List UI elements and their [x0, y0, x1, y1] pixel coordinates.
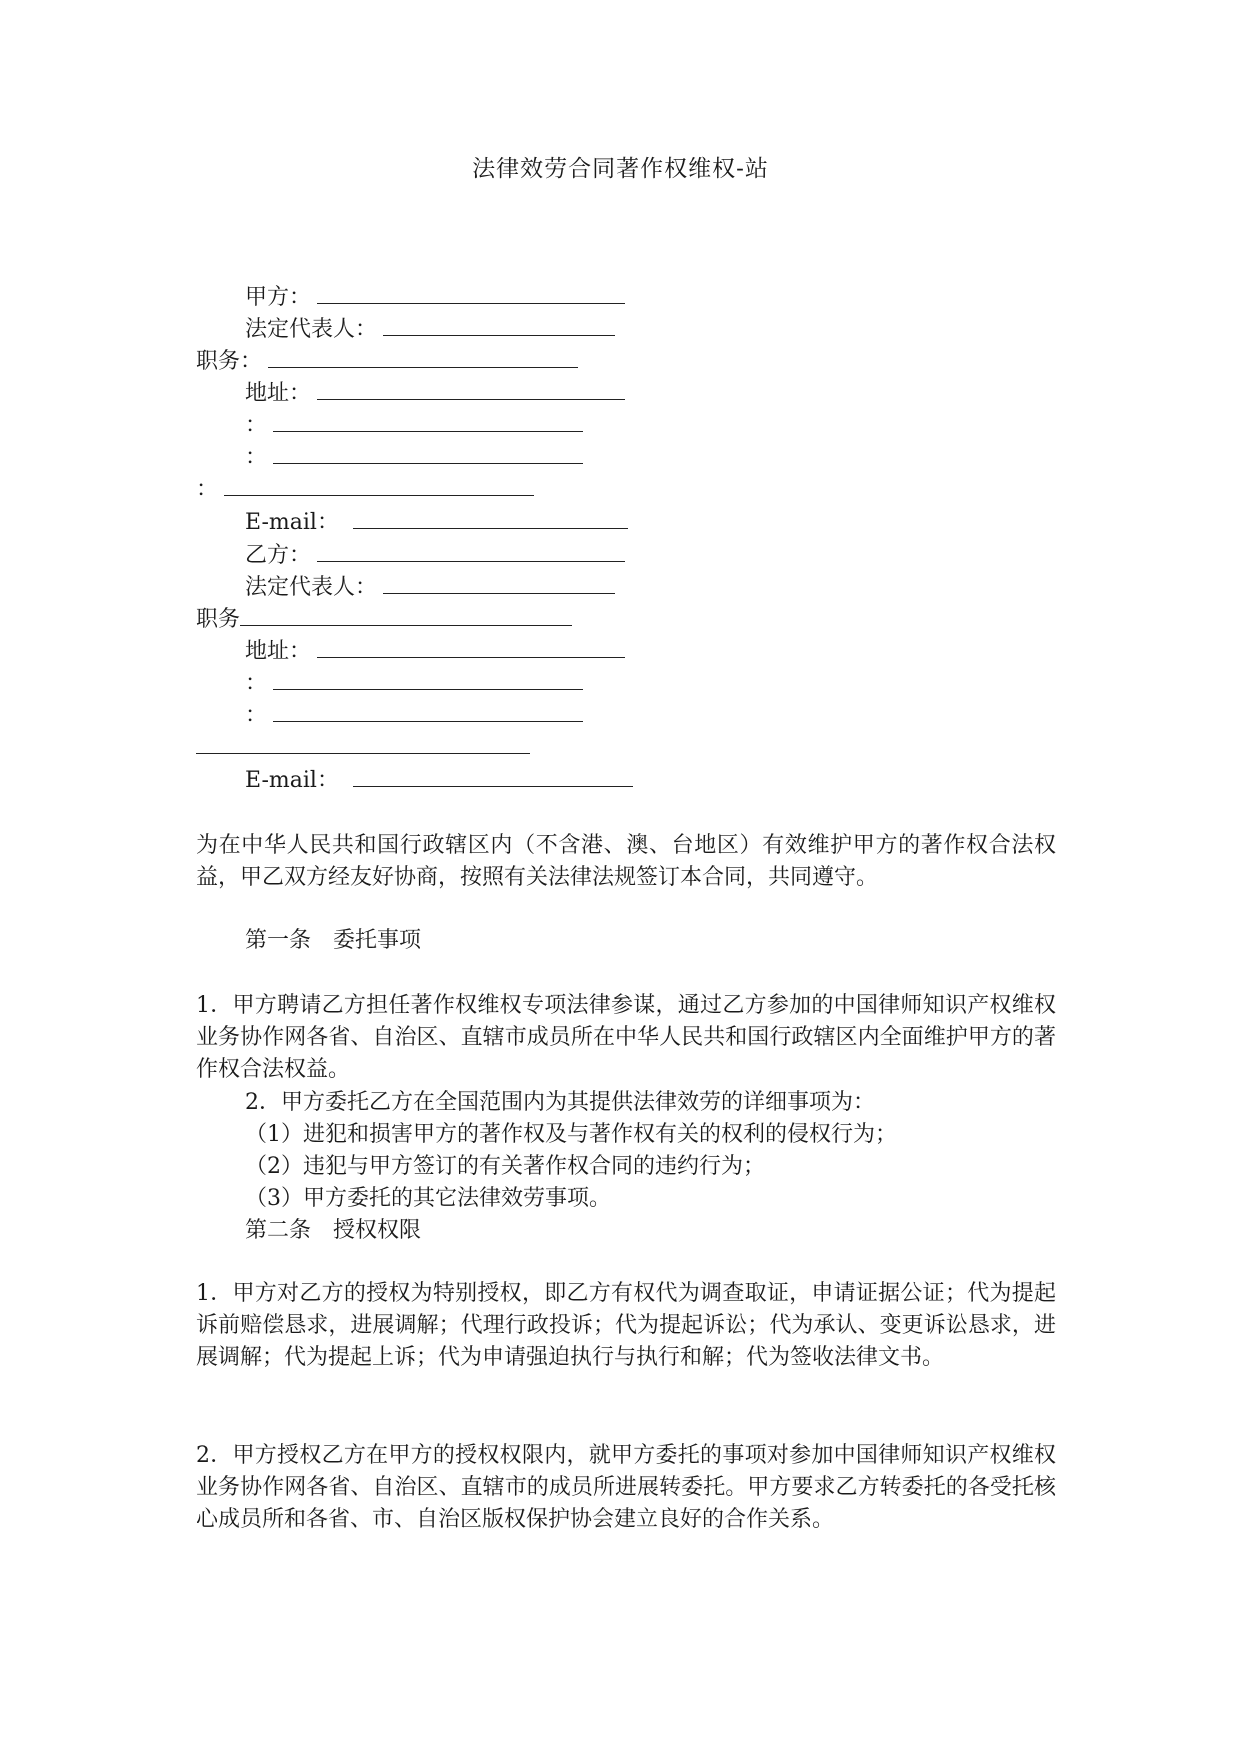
- party-b-addr-label: 地址：: [245, 639, 312, 664]
- party-b-contact2-field: [245, 701, 583, 731]
- party-b-title-blank: [240, 605, 572, 626]
- party-b-addr-field: [245, 637, 625, 667]
- party-b-email-blank: [353, 766, 633, 787]
- party-a-email-field: [245, 508, 628, 538]
- article1-paragraph2: 2．甲方委托乙方在全国范围内为其提供法律效劳的详细事项为：: [245, 1090, 875, 1115]
- party-a-title-label: 职务：: [196, 349, 263, 374]
- party-b-contact1-blank: [273, 669, 583, 690]
- article2-heading: 第二条 授权权限: [245, 1218, 422, 1243]
- party-a-addr-label: 地址：: [245, 381, 312, 406]
- party-a-title-blank: [268, 347, 578, 368]
- party-b-title-label: 职务: [196, 607, 241, 632]
- article1-item1: （1）进犯和损害甲方的著作权及与著作权有关的权利的侵权行为；: [245, 1122, 897, 1147]
- party-b-title-field: [196, 605, 572, 635]
- party-a-email-blank: [353, 508, 628, 529]
- party-a-blank: [317, 283, 625, 304]
- party-b-rep-field: [245, 573, 615, 603]
- party-a-addr-blank: [317, 379, 625, 400]
- party-a-contact2-field: [245, 443, 583, 473]
- party-a-email-label: E-mail：: [245, 510, 339, 535]
- party-a-contact3-label: ：: [196, 477, 219, 502]
- party-b-blank: [317, 541, 625, 562]
- party-a-rep-label: 法定代表人：: [245, 317, 378, 342]
- article1-item2: （2）违犯与甲方签订的有关著作权合同的违约行为；: [245, 1154, 765, 1179]
- party-a-contact3-field: [196, 475, 534, 505]
- party-a-rep-blank: [383, 315, 615, 336]
- party-b-rep-blank: [383, 573, 615, 594]
- party-b-field: [245, 541, 625, 571]
- document-title: 法律效劳合同著作权维权-站: [472, 156, 769, 182]
- intro-paragraph: 为在中华人民共和国行政辖区内（不含港、澳、台地区）有效维护甲方的著作权合法权益，甲乙双方经友好协商，按照有关法律法规签订本合同，共同遵守。: [196, 833, 1056, 890]
- party-a-contact1-label: ：: [245, 413, 268, 438]
- party-b-contact3-field: [196, 733, 530, 763]
- party-b-contact2-blank: [273, 701, 583, 722]
- party-a-contact3-blank: [224, 475, 534, 496]
- party-a-contact1-blank: [273, 411, 583, 432]
- party-a-field: [245, 283, 625, 313]
- article1-heading: 第一条 委托事项: [245, 928, 422, 953]
- party-b-contact1-label: ：: [245, 671, 268, 696]
- party-b-contact2-label: ：: [245, 703, 268, 728]
- article2-paragraph1: 1．甲方对乙方的授权为特别授权，即乙方有权代为调查取证，申请证据公证；代为提起诉前赔偿恳求，进展调解；代理行政投诉；代为提起诉讼；代为承认、变更诉讼恳求，进展调解；代为提起上诉；代为申请强迫执行与执行和解；代为签收法律文书。: [196, 1281, 1056, 1370]
- party-b-email-label: E-mail：: [245, 768, 339, 793]
- party-a-contact2-label: ：: [245, 445, 268, 470]
- party-a-contact2-blank: [273, 443, 583, 464]
- article1-paragraph1: 1．甲方聘请乙方担任著作权维权专项法律参谋，通过乙方参加的中国律师知识产权维权业务协作网各省、自治区、直辖市成员所在中华人民共和国行政辖区内全面维护甲方的著作权合法权益。: [196, 993, 1056, 1082]
- party-a-label: 甲方：: [245, 285, 312, 310]
- party-a-contact1-field: [245, 411, 583, 441]
- party-b-contact1-field: [245, 669, 583, 699]
- article2-paragraph2: 2．甲方授权乙方在甲方的授权权限内，就甲方委托的事项对参加中国律师知识产权维权业务协作网各省、自治区、直辖市的成员所进展转委托。甲方要求乙方转委托的各受托核心成员所和各省、市、自治区版权保护协会建立良好的合作关系。: [196, 1443, 1056, 1532]
- party-b-contact3-blank: [196, 733, 530, 754]
- party-a-rep-field: [245, 315, 615, 345]
- party-a-title-field: [196, 347, 578, 377]
- party-b-rep-label: 法定代表人：: [245, 575, 378, 600]
- article1-item3: （3）甲方委托的其它法律效劳事项。: [245, 1186, 611, 1211]
- party-b-email-field: [245, 766, 633, 796]
- party-b-addr-blank: [317, 637, 625, 658]
- party-a-addr-field: [245, 379, 625, 409]
- party-b-label: 乙方：: [245, 543, 312, 568]
